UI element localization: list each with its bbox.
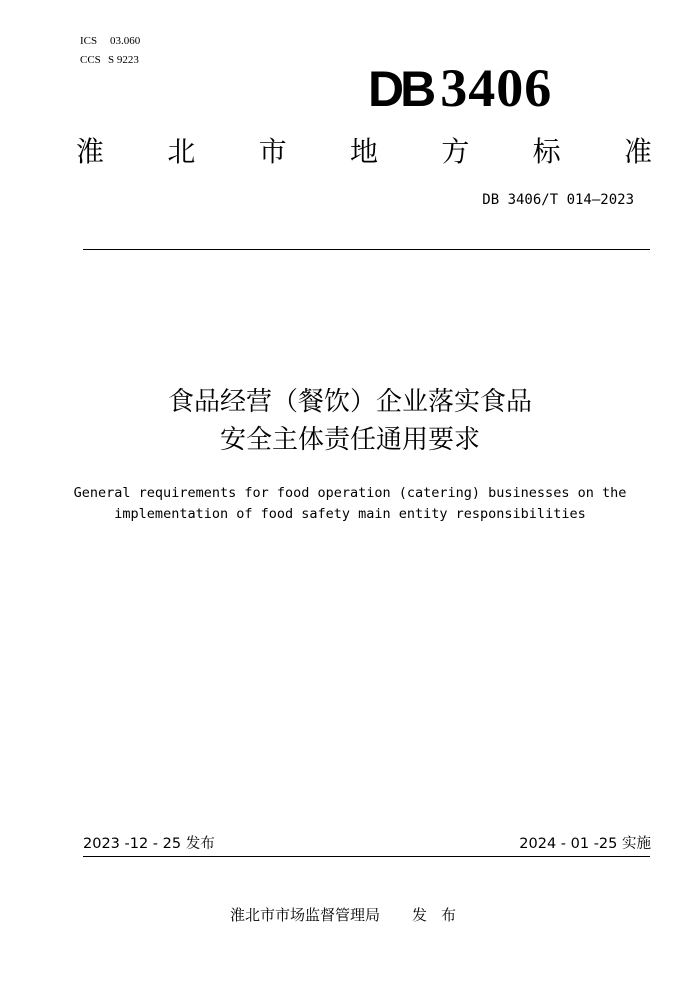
document-title-cn — [0, 383, 700, 459]
issuer-name: 淮北市市场监督管理局 — [229, 906, 380, 924]
ccs-code: S 9223 — [108, 54, 139, 66]
title-en-line-1: General requirements for food operation (catering) businesses on the — [73, 485, 627, 501]
ics-classification — [80, 34, 140, 48]
standard-number: DB 3406/T 014—2023 — [482, 192, 634, 208]
local-standard-char: 方 — [441, 135, 470, 168]
top-divider — [83, 249, 650, 250]
local-standard-char: 北 — [167, 135, 196, 168]
document-title-en — [0, 483, 700, 525]
ccs-label: CCS — [80, 54, 101, 66]
local-standard-char: 地 — [349, 135, 378, 168]
local-standard-char: 淮 — [76, 135, 105, 168]
db-letters: DB — [368, 61, 433, 117]
implementation-date: 2024 - 01 -25 实施 — [519, 836, 651, 852]
local-standard-char: 市 — [258, 135, 287, 168]
title-cn-line-1: 食品经营（餐饮）企业落实食品 — [167, 387, 532, 417]
local-standard-char: 标 — [532, 135, 561, 168]
local-standard-char: 准 — [623, 135, 652, 168]
db-digits: 3406 — [440, 58, 553, 118]
issue-date: 2023 -12 - 25 发布 — [83, 836, 215, 852]
title-en-line-2: implementation of food safety main entity responsibilities — [114, 506, 586, 522]
issuer-action: 发布 — [412, 906, 471, 924]
issuer-line — [0, 904, 700, 926]
bottom-divider — [83, 856, 650, 857]
ics-label: ICS — [80, 35, 98, 47]
ccs-classification — [80, 53, 139, 67]
title-cn-line-2: 安全主体责任通用要求 — [219, 425, 480, 455]
db-standard-code — [368, 58, 618, 119]
ics-code: 03.060 — [110, 35, 141, 47]
local-standard-heading — [76, 134, 652, 170]
